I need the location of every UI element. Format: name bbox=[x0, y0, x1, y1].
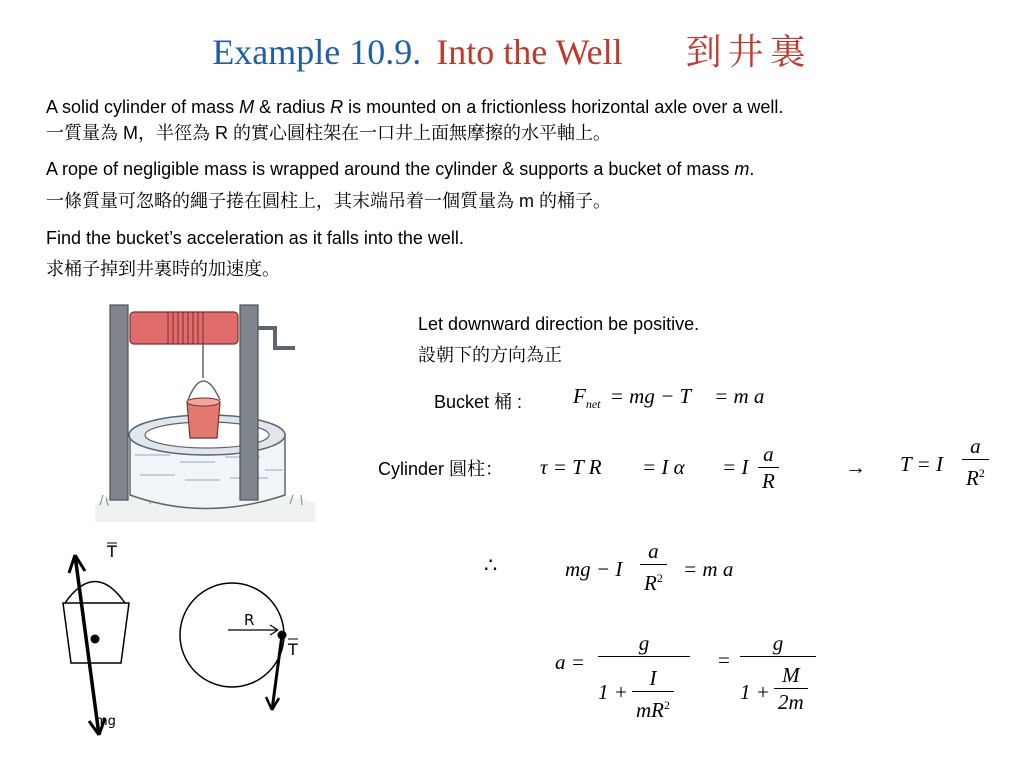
R-symbol: R bbox=[966, 466, 979, 490]
text: . bbox=[749, 159, 755, 179]
combined-fraction bbox=[640, 538, 667, 596]
inertia-symbol: = I bbox=[722, 455, 749, 479]
net-force-expression: = mg − T bbox=[609, 384, 691, 408]
result-equals: = bbox=[718, 648, 730, 672]
tension-label-cylinder: T bbox=[288, 640, 298, 659]
bucket-free-body-diagram bbox=[55, 535, 175, 750]
I-over-mR2-fraction bbox=[632, 665, 674, 723]
problem-line-3: Find the bucket’s acceleration as it falls into the well. bbox=[46, 228, 464, 248]
direction-note-chinese: 設朝下的方向為正 bbox=[418, 345, 562, 365]
bucket-label: Bucket 桶 : bbox=[434, 392, 523, 412]
M-over-2m-fraction bbox=[774, 662, 808, 715]
net-subscript: net bbox=[585, 397, 601, 412]
combined-equation-lhs: mg − I bbox=[565, 557, 623, 581]
text: is mounted on a frictionless horizontal axle over a well. bbox=[343, 97, 784, 117]
symbol-m: m bbox=[734, 159, 750, 179]
problem-line-1-chinese: 一質量為 M，半徑為 R 的實心圓柱架在一口井上面無摩擦的水平軸上。 bbox=[46, 123, 611, 143]
slide-title bbox=[0, 28, 1024, 77]
numerator: a bbox=[758, 441, 779, 468]
implies-arrow: → bbox=[845, 455, 866, 479]
well-illustration bbox=[90, 300, 320, 522]
example-number: Example 10.9. bbox=[212, 32, 422, 72]
weight-label: mg bbox=[95, 714, 116, 729]
direction-note: Let downward direction be positive. bbox=[418, 314, 700, 334]
text: A solid cylinder of mass bbox=[46, 97, 240, 117]
denominator: R bbox=[762, 469, 775, 493]
denominator bbox=[632, 692, 674, 723]
radius-label: R bbox=[244, 611, 255, 629]
a-over-R-squared-fraction bbox=[962, 433, 989, 491]
example-name-chinese: 到井裏 bbox=[685, 32, 812, 73]
a-over-R-fraction bbox=[758, 441, 779, 494]
exponent: 2 bbox=[656, 571, 663, 585]
tension-expression: T = I bbox=[900, 452, 943, 476]
denominator: 2m bbox=[778, 690, 804, 714]
cylinder-free-body-diagram bbox=[178, 575, 318, 725]
problem-line-1 bbox=[46, 96, 783, 118]
newton-second-law: = m a bbox=[714, 384, 765, 408]
torque-expression: τ = T R bbox=[540, 455, 602, 479]
result-numerator-g: g bbox=[598, 630, 690, 657]
text: A rope of negligible mass is wrapped around the cylinder & supports a bucket of mass bbox=[46, 159, 735, 179]
result-one-plus: 1 + bbox=[598, 680, 628, 704]
symbol-M: M bbox=[239, 97, 255, 117]
result-numerator-g-2: g bbox=[740, 630, 816, 657]
combined-equation-rhs: = m a bbox=[683, 557, 734, 581]
tension-label-bucket: T bbox=[107, 542, 117, 561]
cylinder-label: Cylinder 圓柱： bbox=[378, 459, 504, 479]
numerator: M bbox=[774, 662, 808, 689]
force-symbol: F bbox=[573, 384, 586, 408]
therefore-symbol: ∴ bbox=[484, 553, 498, 577]
problem-line-2-chinese: 一條質量可忽略的繩子捲在圓柱上，其末端吊着一個質量為 m 的桶子。 bbox=[46, 191, 611, 211]
problem-line-2 bbox=[46, 158, 754, 180]
acceleration-label: a = bbox=[555, 650, 585, 674]
denominator bbox=[640, 565, 667, 596]
exponent: 2 bbox=[664, 698, 670, 712]
denominator bbox=[962, 460, 989, 491]
bucket-equation bbox=[573, 384, 764, 412]
numerator: a bbox=[962, 433, 989, 460]
mR-symbol: mR bbox=[636, 698, 664, 722]
problem-line-3-chinese: 求桶子掉到井裏時的加速度。 bbox=[46, 259, 280, 279]
R-symbol: R bbox=[644, 571, 657, 595]
result-one-plus-2: 1 + bbox=[740, 680, 770, 704]
exponent: 2 bbox=[978, 466, 985, 480]
torque-inertia-expression: = I α bbox=[642, 455, 685, 479]
numerator: I bbox=[632, 665, 674, 692]
text: & radius bbox=[254, 97, 331, 117]
symbol-R: R bbox=[330, 97, 344, 117]
numerator: a bbox=[640, 538, 667, 565]
example-name: Into the Well bbox=[436, 32, 623, 72]
